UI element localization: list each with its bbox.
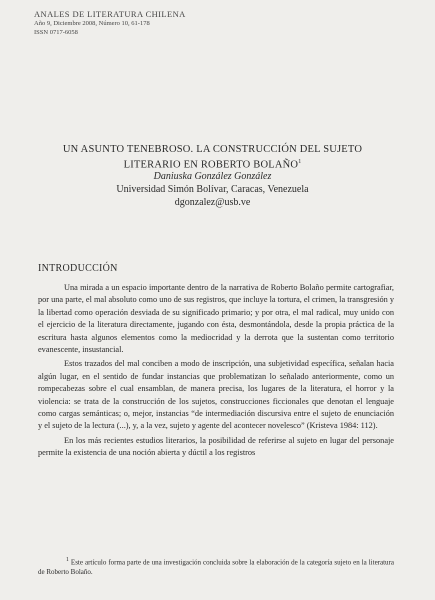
issue-info: Año 9, Diciembre 2008, Número 10, 61-178 [34, 20, 150, 27]
author-email: dgonzalez@usb.ve [174, 197, 251, 208]
journal-header [34, 10, 186, 37]
journal-name: ANALES DE LITERATURA CHILENA [34, 9, 186, 19]
author-affiliation: Universidad Simón Bolívar, Caracas, Venezuela [116, 184, 309, 195]
footnote [38, 556, 394, 577]
article-title-text: UN ASUNTO TENEBROSO. LA CONSTRUCCIÓN DEL SUJETO LITERARIO EN ROBERTO BOLAÑO [62, 144, 363, 171]
body-paragraph: En los más recientes estudios literarios, la posibilidad de referirse al sujeto en lugar del personaje permite la existencia de una noción abierta y dúctil a los registros [38, 435, 394, 458]
body-paragraph: Una mirada a un espacio importante dentro de la narrativa de Roberto Bolaño permite cartografiar, por una parte, el mal absoluto como uno de sus registros, que incluye la tortura, el crimen, la transgresión y la libertad como operación desviada de su significado primario; y por otra, el mal radical, muy unido con el ejercicio de la literatura directamente, jugando con ésta, desmontándola, desde la propia práctica de la escritura hasta algunos elementos como la mediocridad y la derrota que la sustentan como territorio evanescente, insustancial. [38, 283, 394, 355]
footnote-text: Este artículo forma parte de una investigación concluida sobre la elaboración de la categoría sujeto en la literatura de Roberto Bolaño. [38, 558, 394, 576]
article-title [40, 143, 385, 172]
article-body [38, 282, 394, 462]
issn: ISSN 0717-6058 [34, 29, 78, 36]
footnote-marker: 1 [66, 557, 69, 563]
title-footnote-marker: 1 [298, 159, 302, 165]
author-name: Daniuska González González [153, 171, 272, 182]
section-heading: INTRODUCCIÓN [38, 263, 118, 274]
body-paragraph: Estos trazados del mal conciben a modo de inscripción, una subjetividad específica, señalan hacia algún lugar, en el sentido de fundar instancias que problematizan lo señalado anteriormente, como un rompecabezas sobre el cual ensamblan, de manera precisa, los lugares de la literatura, el horror y la violencia: se trata de la construcción de los sujetos, construcciones ficcionales que denotan el lenguaje como cargas semánticas; o, mejor, instancias “de intermediación discursiva entre el sujeto de enunciación y el sujeto de la lectura (...), y, a la vez, sujeto y agente del acontecer novelesco” (Kristeva 1984: 112). [38, 359, 394, 431]
